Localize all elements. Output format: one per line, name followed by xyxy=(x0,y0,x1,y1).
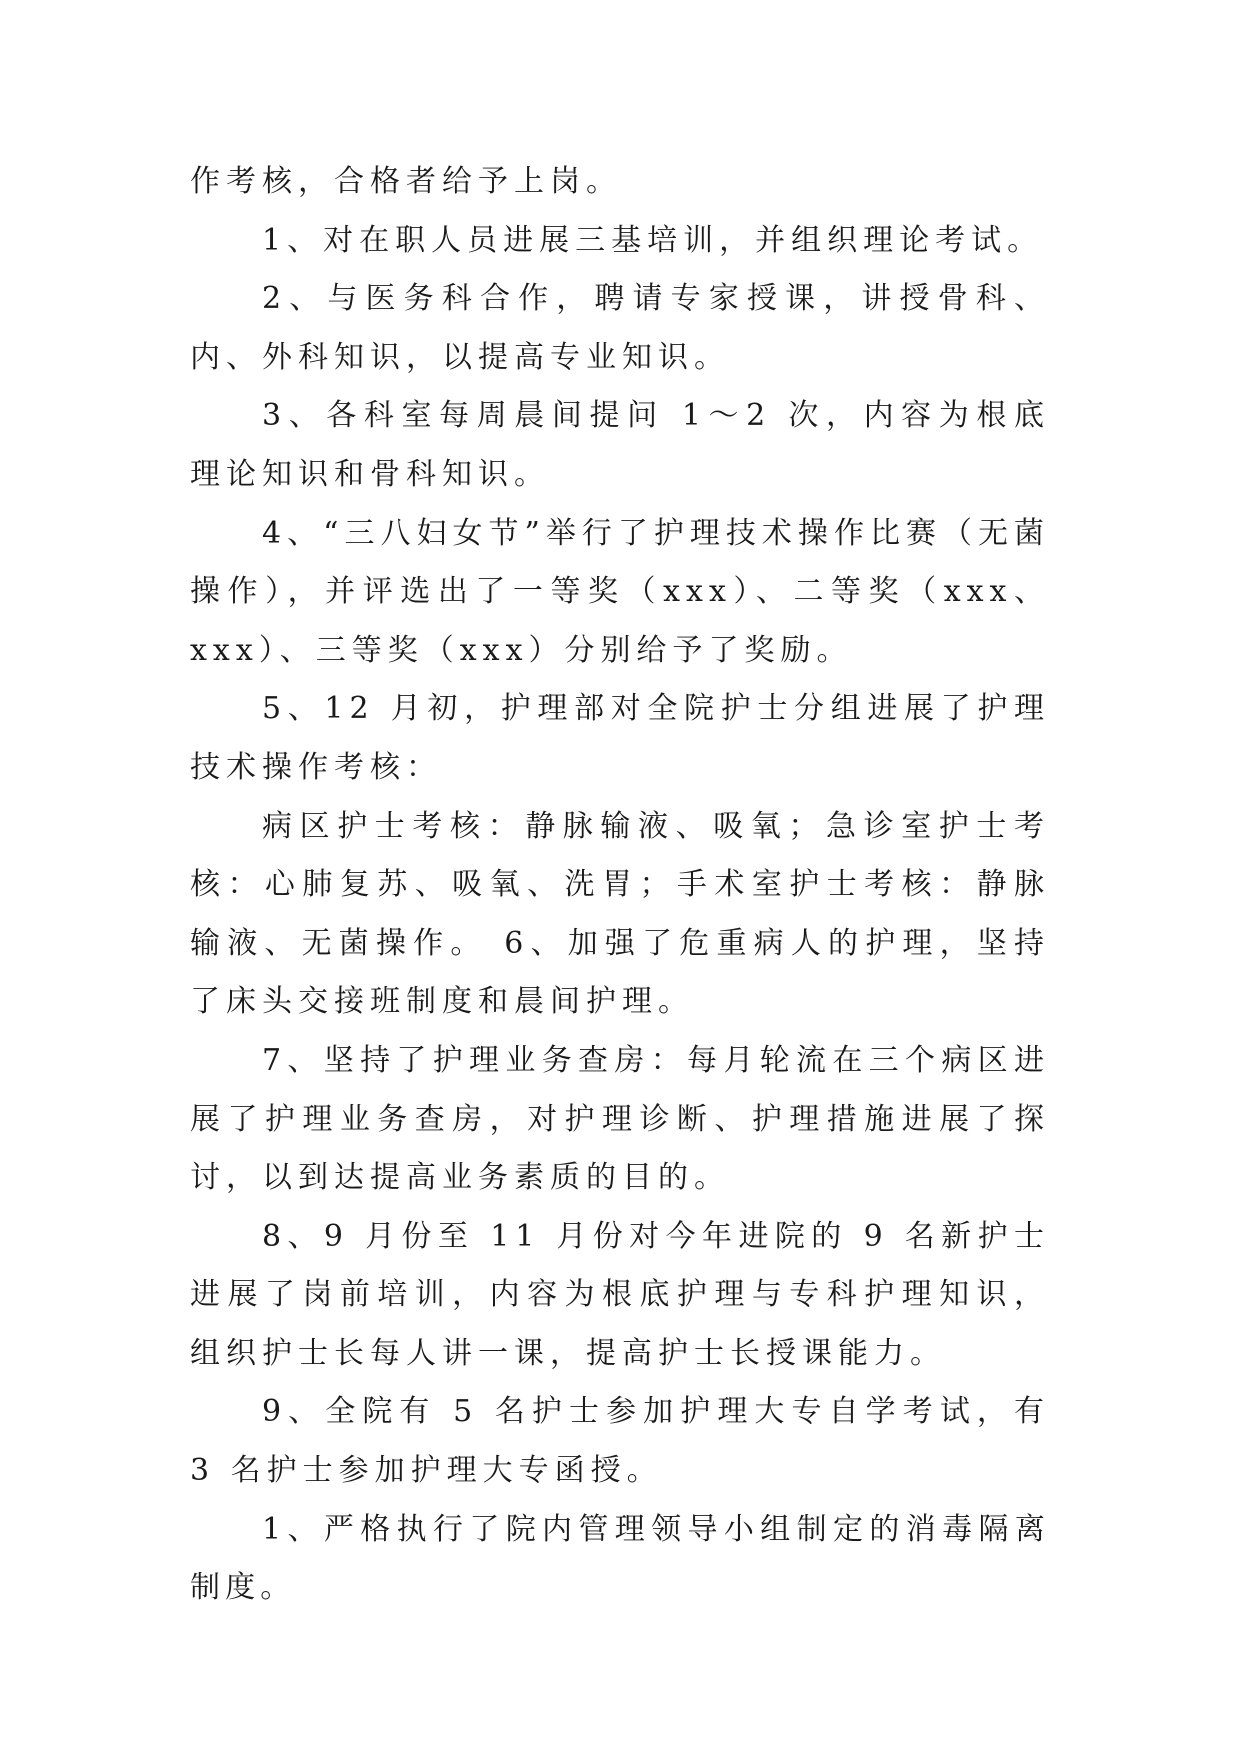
paragraph-disinfection: 1、严格执行了院内管理领导小组制定的消毒隔离制度。 xyxy=(190,1511,1050,1606)
paragraph-item-1: 1、对在职人员进展三基培训，并组织理论考试。 xyxy=(262,222,1044,258)
paragraph-continuation: 作考核，合格者给予上岗。 xyxy=(190,164,622,199)
paragraph-item-4: 4、“三八妇女节”举行了护理技术操作比赛（无菌操作），并评选出了一等奖（xxx）、二等奖（xxx、xxx）、三等奖（xxx）分别给予了奖励。 xyxy=(190,515,1050,668)
paragraph-exam-details: 病区护士考核：静脉输液、吸氧；急诊室护士考核：心肺复苏、吸氧、洗胃；手术室护士考核：静脉输液、无菌操作。 6、加强了危重病人的护理，坚持了床头交接班制度和晨间护理。 xyxy=(190,808,1050,1020)
paragraph-item-2: 2、与医务科合作，聘请专家授课，讲授骨科、内、外科知识，以提高专业知识。 xyxy=(190,281,1050,375)
paragraph-item-9: 9、全院有 5 名护士参加护理大专自学考试，有 3 名护士参加护理大专函授。 xyxy=(190,1394,1050,1489)
paragraph-item-5: 5、12 月初，护理部对全院护士分组进展了护理技术操作考核： xyxy=(190,691,1050,785)
paragraph-item-3: 3、各科室每周晨间提问 1～2 次，内容为根底理论知识和骨科知识。 xyxy=(190,398,1050,492)
paragraph-item-8: 8、9 月份至 11 月份对今年进院的 9 名新护士进展了岗前培训，内容为根底护理与专科护理知识，组织护士长每人讲一课，提高护士长授课能力。 xyxy=(190,1218,1050,1371)
document-body xyxy=(190,153,1050,1618)
paragraph-item-7: 7、坚持了护理业务查房：每月轮流在三个病区进展了护理业务查房，对护理诊断、护理措施进展了探讨，以到达提高业务素质的目的。 xyxy=(190,1042,1050,1196)
